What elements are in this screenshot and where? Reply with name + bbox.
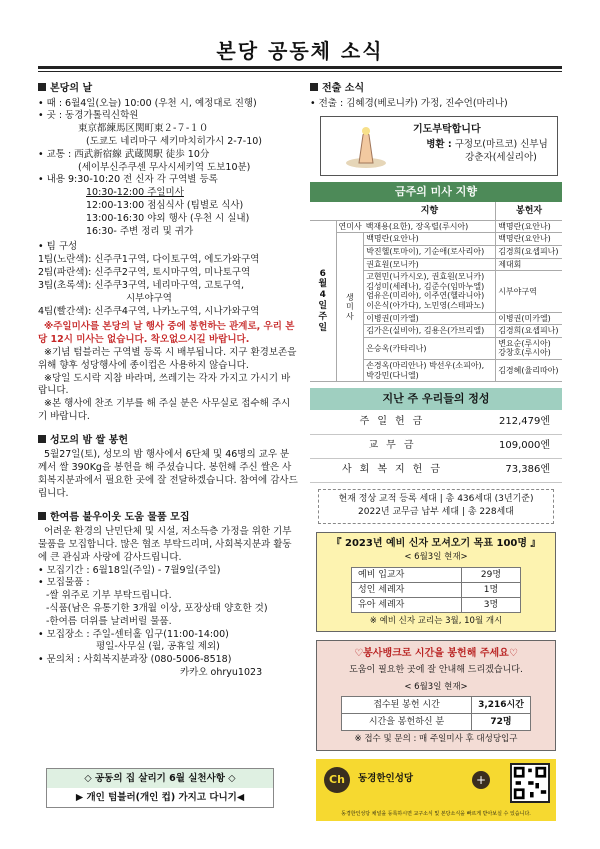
- title-rule-thick: [38, 66, 562, 69]
- table-row: 교무금 109,000엔: [310, 434, 562, 458]
- info-line: • 곳 : 동경가톨릭신학원: [38, 110, 139, 122]
- channel-description: 동경한인성당 채널을 등록하시면 교구소식 및 본당소식을 빠르게 받아보실 수 있습니다.: [341, 810, 531, 817]
- add-channel-icon[interactable]: +: [472, 771, 490, 789]
- donation-line: • 모집기간 : 6월18일(주일) - 7월9일(주일): [38, 564, 221, 576]
- page-header: [0, 0, 600, 80]
- info-line: 16:30- 주변 정리 및 귀가: [86, 225, 194, 237]
- kakao-channel-icon: Ch: [324, 767, 350, 793]
- table-row: 시간을 봉헌하신 분 72명: [342, 714, 531, 731]
- info-line: 東京都練馬区関町東２-７-１０: [78, 123, 209, 135]
- table-row: 고현민(니카시오), 권효원(모니카) 김성미(세레나), 김준수(임마누엘) 엄유은(미리아), 이주연(헬라니아) 이은식(아가다), 노민영(스테파노) 시부야구역: [310, 271, 562, 312]
- info-line: 10:30-12:00 주일미사: [86, 187, 184, 199]
- notice: ※본 행사에 찬조 기부를 해 주실 분은 사무실로 접수해 주시기 바랍니다.: [38, 398, 291, 422]
- table-row: 접수된 봉헌 시간 3,216시간: [342, 697, 531, 714]
- table-row: 예비 입교자 29명: [352, 567, 521, 582]
- table-row: 사회복지헌금 73,386엔: [310, 458, 562, 482]
- page-title: 본당 공동체 소식: [216, 39, 384, 63]
- team-line: 3팀(초록색): 신주쿠3구역, 네리마구역, 고토구역,: [38, 279, 245, 291]
- mass-intention-table: [310, 202, 562, 382]
- info-line: 12:00-13:00 점심식사 (팀별로 식사): [86, 200, 244, 211]
- donation-line: • 모집장소 : 주일-센터홀 입구(11:00-14:00): [38, 628, 229, 640]
- info-line: • 교통 : 西武新宿線 武蔵関駅 徒歩 10分: [38, 148, 210, 160]
- section-title-rice: 성모의 밤 쌀 봉헌: [38, 434, 298, 448]
- info-line: 13:00-16:30 야외 행사 (우천 시 실내): [86, 212, 250, 224]
- newcomer-date: < 6월3일 현재>: [404, 552, 468, 563]
- volunteer-table: [341, 696, 531, 731]
- qr-code-icon[interactable]: [510, 763, 550, 803]
- notice-red: ※주일미사를 본당의 날 행사 중에 봉헌하는 관계로, 우리 본당 12시 미사는 없습니다. 착오없으시길 바랍니다.: [38, 321, 295, 346]
- kakao-channel-banner[interactable]: [316, 759, 556, 821]
- table-row: 성인 세례자 1명: [352, 582, 521, 597]
- prayer-body: 병환 : 구정모(마르코) 신부님 강춘자(세실리아): [426, 139, 548, 164]
- newcomer-title: 『 2023년 예비 신자 모셔오기 목표 100명 』: [331, 537, 541, 549]
- notice: ※당일 도시락 지참 바라며, 쓰레기는 각자 가지고 가시기 바랍니다.: [38, 372, 291, 397]
- volunteer-note: ※ 접수 및 문의 : 매 주일미사 후 대성당입구: [354, 734, 518, 745]
- section-title-transfer: 전출 소식: [310, 82, 562, 96]
- table-row: 손경옥(마리안나) 박선우(소피아), 박강민(다니엘) 김경혜(율리따아): [310, 359, 562, 381]
- donation-line: 평일-사무실 (월, 공휴일 제외): [96, 641, 220, 653]
- eco-practice-title: ◇ 공동의 집 살리기 6월 실천사항 ◇: [47, 769, 273, 788]
- offering-table: [310, 410, 562, 483]
- table-row: 이병권(미카엘) 이병권(미카엘): [310, 312, 562, 325]
- team-title: • 팀 구성: [38, 241, 78, 253]
- table-row: 주일헌금 212,479엔: [310, 410, 562, 434]
- donation-line: • 모집물품 :: [38, 577, 90, 589]
- title-rule-thin: [38, 71, 562, 72]
- donation-line: • 문의처 : 사회복지분과장 (080-5006-8518): [38, 654, 232, 666]
- square-bullet-icon: [310, 83, 318, 91]
- newcomer-note: ※ 예비 신자 교리는 3월, 10월 개시: [369, 615, 503, 626]
- team-line: 시부야구역: [126, 292, 172, 304]
- section-title-parish-day: 본당의 날: [38, 82, 298, 96]
- mass-type-label: 생미사: [336, 233, 364, 382]
- newcomer-goal-box: [316, 532, 556, 632]
- newcomer-table: [351, 567, 521, 613]
- transfer-body: • 전출 : 김혜경(베로니카) 가정, 진수언(마리나): [310, 97, 508, 109]
- donation-line: -한여름 더위를 날려버릴 물품.: [46, 615, 172, 627]
- table-row: 유아 세례자 3명: [352, 597, 521, 612]
- volunteer-subtitle: 도움이 필요한 곳에 잘 안내해 드리겠습니다.: [349, 664, 523, 675]
- rice-body: 5월27일(토), 성모의 밤 행사에서 6단체 및 46명의 교우 분께서 쌀 390Kg을 봉헌을 해 주셨습니다. 봉헌해 주신 쌀은 사회복지분과에서 필요한 곳에 잘 전달하겠습니다. 참여에 감사드립니다.: [38, 449, 298, 499]
- volunteer-title: ♡봉사뱅크로 시간을 봉헌해 주세요♡: [354, 648, 518, 660]
- prayer-title: 기도부탁합니다: [413, 124, 481, 136]
- info-line: • 내용 9:30-10:20 전 신자 각 구역별 등록: [38, 174, 218, 186]
- info-line: (세이부신주쿠센 무사시세키역 도보10분): [78, 161, 251, 173]
- donation-line: -쌀 위주로 기부 부탁드립니다.: [46, 590, 172, 602]
- household-stats: 현재 정상 교적 등록 세대 | 총 436세대 (3년기준) 2022년 교무금 납부 세대 | 총 228세대: [318, 489, 554, 524]
- volunteer-date: < 6월3일 현재>: [404, 681, 468, 692]
- prayer-box: [320, 116, 558, 176]
- info-line: (도쿄도 네리마구 세키마치히가시 2-7-10): [86, 135, 262, 147]
- info-line: • 때 : 6월4일(오늘) 10:00 (우천 시, 예정대로 진행): [38, 97, 257, 109]
- volunteer-bank-box: [316, 640, 556, 751]
- square-bullet-icon: [38, 435, 46, 443]
- team-line: 2팀(파란색): 신주쿠2구역, 토시마구역, 미나토구역: [38, 267, 251, 279]
- team-line: 1팀(노란색): 신주쿠1구역, 다이토구역, 에도가와구역: [38, 254, 260, 266]
- mass-intention-header: 금주의 미사 지향: [310, 182, 562, 202]
- table-row: 6월 4일 주일 연미사 백재용(요한), 장옥렬(루시아) 백명란(요안나): [310, 220, 562, 233]
- eco-practice-body: ▶ 개인 텀블러(개인 컵) 가지고 다니기◀: [75, 792, 245, 803]
- left-column: [38, 78, 298, 680]
- donation-body: 어려운 환경의 난민단체 및 시설, 저소득층 가정을 위한 기부물품을 모집합니다. 많은 협조 부탁드리며, 사회복지분과 활동에 큰 관심과 사랑에 감사드립니다.: [38, 526, 292, 563]
- table-row: 권효원(모니카) 제대회: [310, 258, 562, 271]
- eco-practice-box: [46, 768, 274, 808]
- right-column: [310, 78, 562, 821]
- notice: ※기념 텀블러는 구역별 등록 시 배부됩니다. 지구 환경보존을 위해 향후 성당행사에 종이컵은 사용하지 않습니다.: [38, 346, 297, 371]
- col-header-intent: 지향: [364, 202, 496, 220]
- offering-header: 지난 주 우리들의 정성: [310, 388, 562, 410]
- team-line: 4팀(빨간색): 신주쿠4구역, 나카노구역, 시나가와구역: [38, 305, 260, 317]
- square-bullet-icon: [38, 512, 46, 520]
- donation-line: 카카오 ohryu1023: [180, 667, 263, 678]
- table-row: 은승옥(카타리나) 변요순(루시아) 강창호(루시아): [310, 337, 562, 359]
- square-bullet-icon: [38, 83, 46, 91]
- donation-line: -식품(남은 유통기한 3개월 이상, 포장상태 양호한 것): [46, 602, 268, 614]
- table-row: 생미사 백명란(요안나) 백명란(요안나): [310, 233, 562, 246]
- praying-hands-icon: [341, 125, 391, 169]
- mass-date-label: 6월 4일 주일: [310, 220, 336, 381]
- col-header-offerer: 봉헌자: [496, 202, 562, 220]
- channel-name: 동경한인성당: [358, 772, 414, 784]
- table-row: 박진헬(토마이), 기순애(로사리아) 김경희(요셉피나): [310, 246, 562, 259]
- table-row: 김가은(실비아), 김용은(가브리엘) 김경희(요셉피나): [310, 325, 562, 338]
- section-title-donation: 한여름 불우이웃 도움 물품 모집: [38, 511, 298, 525]
